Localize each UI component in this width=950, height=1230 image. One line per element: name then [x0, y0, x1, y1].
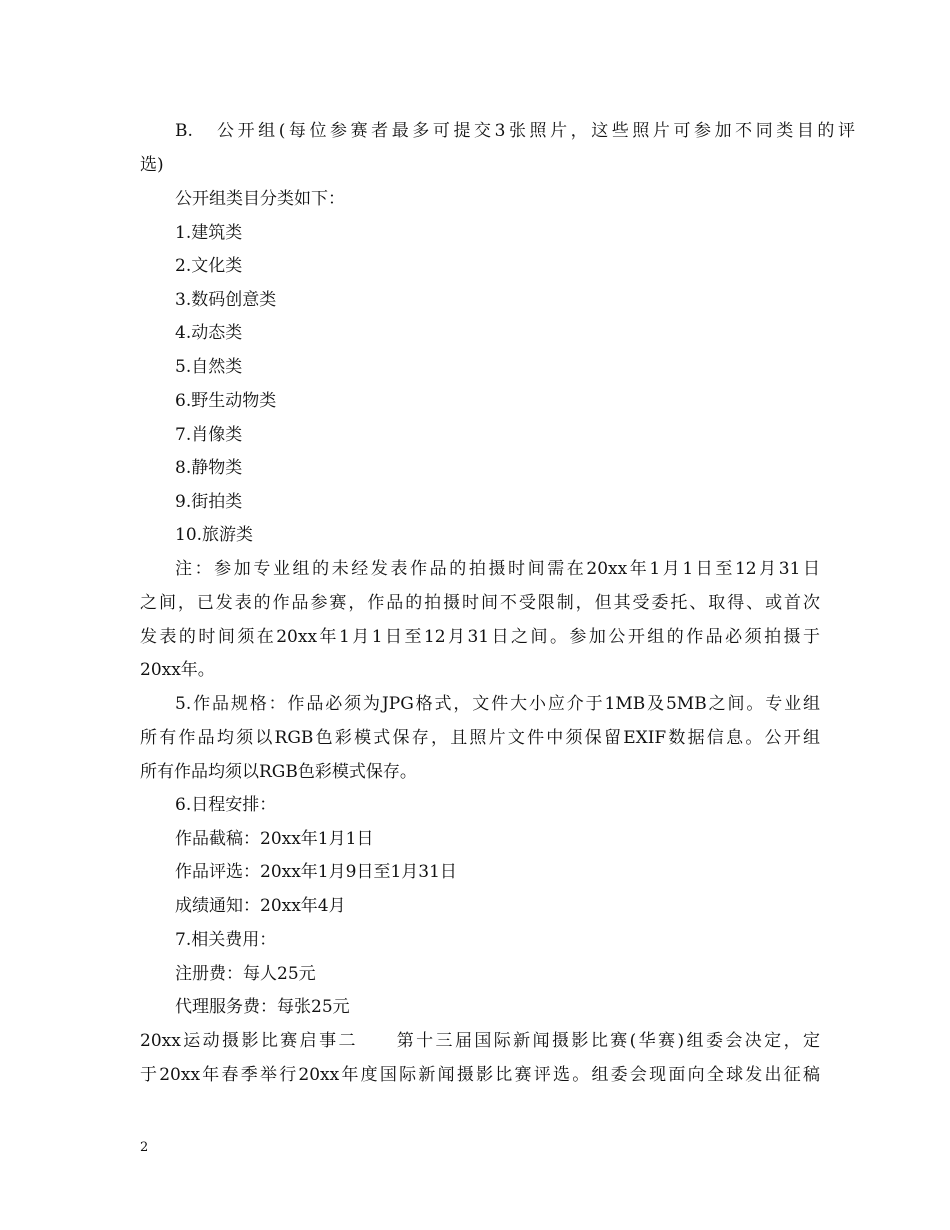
text-line: 代理服务费：每张25元: [175, 997, 350, 1017]
text-line: 成绩通知：20xx年4月: [175, 896, 346, 916]
text-line: 发表的时间须在20xx年1月1日至12月31日之间。参加公开组的作品必须拍摄于: [140, 627, 820, 647]
text-line: 注册费：每人25元: [175, 964, 316, 984]
text-line: 20xx运动摄影比赛启事二 第十三届国际新闻摄影比赛(华赛)组委会决定，定: [140, 1031, 820, 1051]
page-number: 2: [140, 1140, 149, 1155]
text-line: 所有作品均须以RGB色彩模式保存。: [140, 762, 417, 782]
text-line: 1.建筑类: [175, 223, 243, 243]
text-line: 6.野生动物类: [175, 391, 277, 411]
text-line: 作品截稿：20xx年1月1日: [175, 829, 374, 849]
text-line: 4.动态类: [175, 323, 243, 343]
text-line: 5.自然类: [175, 357, 243, 377]
text-line: 3.数码创意类: [175, 290, 277, 310]
text-line: 注：参加专业组的未经发表作品的拍摄时间需在20xx年1月1日至12月31日: [175, 559, 820, 579]
text-line: 9.街拍类: [175, 492, 243, 512]
text-line: 7.肖像类: [175, 425, 243, 445]
text-line: 8.静物类: [175, 458, 243, 478]
text-line: 7.相关费用：: [175, 930, 277, 950]
text-line: 之间，已发表的作品参赛，作品的拍摄时间不受限制，但其受委托、取得、或首次: [140, 593, 820, 613]
text-line: 6.日程安排：: [175, 795, 277, 815]
text-line: 所有作品均须以RGB色彩模式保存，且照片文件中须保留EXIF数据信息。公开组: [140, 728, 820, 748]
text-line: 公开组类目分类如下：: [175, 189, 345, 209]
text-line: 10.旅游类: [175, 525, 254, 545]
text-line: B. 公开组(每位参赛者最多可提交3张照片，这些照片可参加不同类目的评: [175, 121, 855, 141]
text-line: 2.文化类: [175, 256, 243, 276]
text-line: 作品评选：20xx年1月9日至1月31日: [175, 862, 457, 882]
text-line: 于20xx年春季举行20xx年度国际新闻摄影比赛评选。组委会现面向全球发出征稿: [140, 1065, 820, 1085]
text-line: 20xx年。: [140, 660, 215, 680]
text-line: 选): [140, 155, 164, 175]
text-line: 5.作品规格：作品必须为JPG格式，文件大小应介于1MB及5MB之间。专业组: [175, 694, 820, 714]
